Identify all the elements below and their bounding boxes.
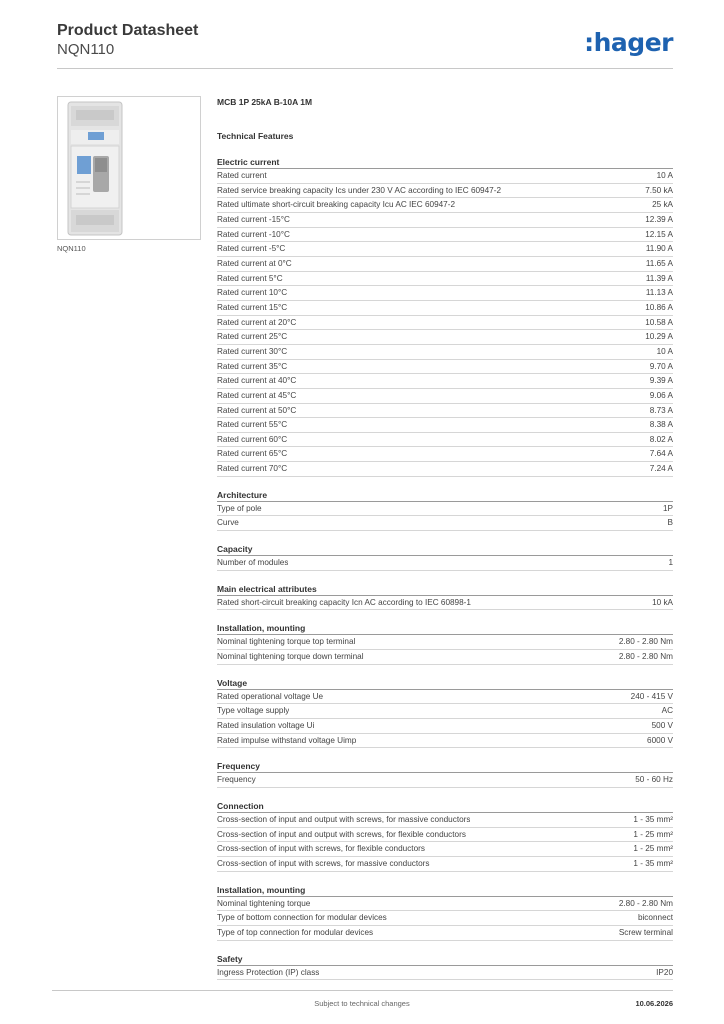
spec-value: AC: [661, 706, 673, 716]
spec-value: 7.64 A: [649, 449, 673, 459]
spec-value: B: [667, 518, 673, 528]
spec-label: Cross-section of input and output with screws, for flexible conductors: [217, 829, 466, 839]
spec-value: 9.39 A: [649, 376, 673, 386]
spec-value: 8.38 A: [649, 420, 673, 430]
spec-label: Rated current 70°C: [217, 464, 288, 474]
section-title: Installation, mounting: [217, 622, 673, 635]
spec-label: Nominal tightening torque down terminal: [217, 652, 364, 662]
spec-value: 25 kA: [652, 200, 673, 210]
spec-value: 10 A: [656, 171, 673, 180]
spec-section: [217, 677, 673, 749]
spec-label: Rated current at 50°C: [217, 405, 297, 415]
spec-row: [217, 704, 673, 719]
spec-label: Type voltage supply: [217, 706, 290, 716]
spec-row: [217, 462, 673, 477]
spec-label: Rated current at 40°C: [217, 376, 297, 386]
product-name: MCB 1P 25kA B-10A 1M: [217, 97, 313, 107]
spec-row: [217, 926, 673, 941]
spec-section: [217, 760, 673, 788]
section-title: Electric current: [217, 156, 673, 169]
technical-features-title: Technical Features: [217, 131, 294, 141]
spec-value: 2.80 - 2.80 Nm: [618, 637, 673, 647]
spec-row: [217, 447, 673, 462]
spec-row: [217, 272, 673, 287]
spec-label: Rated current at 45°C: [217, 390, 297, 400]
spec-row: [217, 897, 673, 912]
spec-section: [217, 543, 673, 571]
spec-label: Rated current 35°C: [217, 361, 288, 371]
spec-label: Nominal tightening torque: [217, 898, 311, 908]
spec-row: [217, 374, 673, 389]
spec-label: Cross-section of input and output with screws, for massive conductors: [217, 815, 471, 824]
spec-row: [217, 169, 673, 184]
spec-value: 11.13 A: [645, 288, 673, 298]
spec-value: 7.24 A: [649, 464, 673, 474]
product-image-caption: NQN110: [57, 244, 86, 253]
spec-row: [217, 404, 673, 419]
section-title: Architecture: [217, 489, 673, 502]
header-divider: [57, 68, 673, 69]
section-title: Installation, mounting: [217, 884, 673, 897]
product-reference: NQN110: [57, 41, 115, 58]
section-title: Capacity: [217, 543, 673, 556]
spec-row: [217, 635, 673, 650]
spec-label: Rated current 30°C: [217, 346, 288, 356]
spec-label: Ingress Protection (IP) class: [217, 967, 320, 977]
spec-row: [217, 857, 673, 872]
spec-label: Rated current 65°C: [217, 449, 288, 459]
spec-label: Rated current at 20°C: [217, 317, 297, 327]
spec-value: 1P: [662, 503, 673, 513]
spec-label: Cross-section of input with screws, for flexible conductors: [217, 844, 425, 854]
spec-value: 10.58 A: [645, 317, 673, 327]
spec-sections: [217, 156, 673, 980]
spec-row: [217, 966, 673, 981]
section-title: Voltage: [217, 677, 673, 690]
spec-label: Rated operational voltage Ue: [217, 691, 324, 701]
spec-label: Rated current at 0°C: [217, 258, 292, 268]
spec-row: [217, 242, 673, 257]
spec-value: 8.73 A: [649, 405, 673, 415]
spec-row: [217, 345, 673, 360]
spec-value: 10 A: [656, 346, 673, 356]
spec-row: [217, 556, 673, 571]
spec-label: Frequency: [217, 775, 256, 785]
spec-value: 1: [668, 558, 673, 568]
spec-label: Rated insulation voltage Ui: [217, 721, 315, 731]
spec-row: [217, 389, 673, 404]
spec-label: Cross-section of input with screws, for massive conductors: [217, 858, 430, 868]
spec-label: Nominal tightening torque top terminal: [217, 637, 356, 647]
footer-divider: [52, 990, 673, 991]
spec-section: [217, 489, 673, 531]
spec-row: [217, 516, 673, 531]
circuit-breaker-image: [64, 100, 126, 237]
spec-label: Rated current 60°C: [217, 434, 288, 444]
spec-value: 8.02 A: [649, 434, 673, 444]
spec-value: 500 V: [651, 721, 673, 731]
spec-label: Rated current 55°C: [217, 420, 288, 430]
page-header: [57, 22, 673, 70]
spec-row: [217, 360, 673, 375]
spec-row: [217, 773, 673, 788]
spec-row: [217, 316, 673, 331]
spec-label: Type of bottom connection for modular devices: [217, 913, 387, 923]
spec-label: Rated current -5°C: [217, 244, 286, 254]
spec-label: Rated current -10°C: [217, 229, 290, 239]
product-image-frame: [57, 96, 201, 240]
spec-value: 7.50 kA: [645, 185, 673, 195]
spec-label: Rated impulse withstand voltage Uimp: [217, 735, 357, 745]
spec-section: [217, 800, 673, 872]
spec-value: 1 - 35 mm²: [633, 858, 673, 868]
spec-label: Rated current 25°C: [217, 332, 288, 342]
footer-note: Subject to technical changes: [314, 999, 410, 1008]
spec-value: 10.86 A: [645, 302, 673, 312]
section-title: Connection: [217, 800, 673, 813]
document-title: Product Datasheet: [57, 22, 199, 39]
spec-label: Rated current 10°C: [217, 288, 288, 298]
spec-value: 240 - 415 V: [630, 691, 673, 701]
spec-label: Number of modules: [217, 558, 289, 568]
spec-value: Screw terminal: [618, 927, 673, 937]
spec-section: [217, 583, 673, 611]
spec-row: [217, 719, 673, 734]
spec-section: [217, 884, 673, 941]
section-title: Safety: [217, 953, 673, 966]
spec-row: [217, 213, 673, 228]
spec-row: [217, 286, 673, 301]
section-title: Frequency: [217, 760, 673, 773]
spec-value: 6000 V: [647, 735, 673, 745]
spec-label: Rated current 15°C: [217, 302, 288, 312]
spec-section: [217, 953, 673, 981]
hager-logo: :hager: [584, 28, 673, 57]
spec-row: [217, 198, 673, 213]
section-title: Main electrical attributes: [217, 583, 673, 596]
spec-value: 10.29 A: [645, 332, 673, 342]
spec-value: 12.39 A: [645, 214, 673, 224]
spec-section: [217, 622, 673, 664]
spec-row: [217, 842, 673, 857]
spec-value: biconnect: [637, 913, 673, 923]
spec-value: 9.06 A: [649, 390, 673, 400]
spec-value: 10 kA: [652, 597, 673, 607]
spec-value: 2.80 - 2.80 Nm: [618, 898, 673, 908]
spec-label: Type of top connection for modular devices: [217, 927, 374, 937]
spec-value: IP20: [656, 967, 673, 977]
technical-content: [217, 96, 673, 980]
spec-label: Rated ultimate short-circuit breaking capacity Icu AC IEC 60947-2: [217, 200, 456, 210]
spec-value: 11.90 A: [645, 244, 673, 254]
spec-row: [217, 257, 673, 272]
spec-value: 9.70 A: [649, 361, 673, 371]
spec-row: [217, 650, 673, 665]
spec-label: Rated current: [217, 171, 267, 180]
spec-row: [217, 228, 673, 243]
spec-label: Curve: [217, 518, 239, 528]
spec-value: 2.80 - 2.80 Nm: [618, 652, 673, 662]
spec-label: Rated service breaking capacity Ics under 230 V AC according to IEC 60947-2: [217, 185, 501, 195]
spec-label: Rated current -15°C: [217, 214, 290, 224]
spec-row: [217, 301, 673, 316]
spec-value: 1 - 25 mm²: [633, 829, 673, 839]
footer-date: 10.06.2026: [635, 999, 673, 1008]
spec-row: [217, 734, 673, 749]
spec-label: Rated short-circuit breaking capacity Icn AC according to IEC 60898-1: [217, 597, 471, 607]
spec-value: 11.65 A: [645, 258, 673, 268]
spec-row: [217, 330, 673, 345]
spec-row: [217, 433, 673, 448]
spec-row: [217, 596, 673, 611]
spec-row: [217, 690, 673, 705]
spec-row: [217, 418, 673, 433]
spec-row: [217, 502, 673, 517]
spec-row: [217, 828, 673, 843]
spec-label: Type of pole: [217, 503, 262, 513]
spec-label: Rated current 5°C: [217, 273, 283, 283]
spec-row: [217, 911, 673, 926]
spec-section: [217, 156, 673, 477]
spec-value: 1 - 35 mm²: [633, 815, 673, 824]
spec-value: 50 - 60 Hz: [635, 775, 673, 785]
spec-value: 1 - 25 mm²: [633, 844, 673, 854]
spec-row: [217, 813, 673, 828]
spec-value: 12.15 A: [645, 229, 673, 239]
spec-value: 11.39 A: [645, 273, 673, 283]
spec-row: [217, 184, 673, 199]
